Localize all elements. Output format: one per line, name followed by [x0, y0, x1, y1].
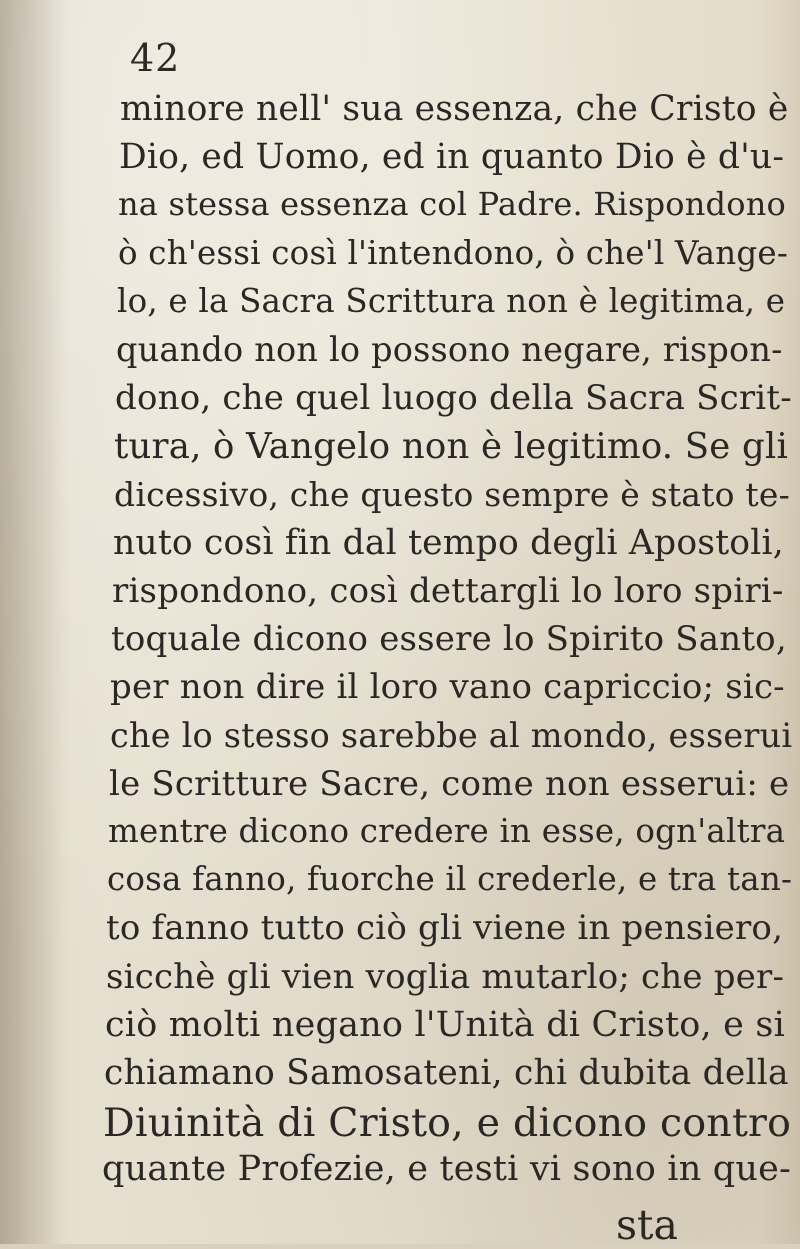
text-line: che lo stesso sarebbe al mondo, esserui [110, 716, 793, 755]
text-line: chiamano Samosateni, chi dubita della [104, 1053, 789, 1093]
text-line: quante Profezie, e testi vi sono in que- [102, 1149, 792, 1189]
page-number: 42 [130, 36, 181, 80]
text-line: ò ch'essi così l'intendono, ò che'l Vange- [118, 234, 789, 272]
text-line: dicessivo, che questo sempre è stato te- [114, 475, 790, 514]
text-line: mentre dicono credere in esse, ogn'altra [108, 812, 786, 850]
catchword: sta [616, 1201, 678, 1249]
text-line: lo, e la Sacra Scrittura non è legitima, e [117, 282, 786, 320]
text-line: minore nell' sua essenza, che Cristo è [120, 89, 789, 129]
text-line: quando non lo possono negare, rispon- [116, 330, 783, 369]
text-line: cosa fanno, fuorche il crederle, e tra tan- [107, 860, 793, 898]
text-line: dono, che quel luogo della Sacra Scrit- [115, 378, 792, 418]
text-line: tura, ò Vangelo non è legitimo. Se gli [114, 426, 789, 467]
text-line: Diuinità di Cristo, e dicono contro [103, 1100, 792, 1146]
text-line: Dio, ed Uomo, ed in quanto Dio è d'u- [119, 137, 785, 177]
text-line: toquale dicono essere lo Spirito Santo, [111, 619, 787, 659]
text-line: to fanno tutto ciò gli viene in pensiero, [106, 908, 784, 948]
text-line: per non dire il loro vano capriccio; sic- [110, 667, 785, 707]
text-line: na stessa essenza col Padre. Rispondono [118, 185, 786, 223]
text-line: le Scritture Sacre, come non esserui: e [109, 764, 790, 804]
text-line: ciò molti negano l'Unità di Cristo, e si [105, 1005, 785, 1045]
text-line: sicchè gli vien voglia mutarlo; che per- [106, 957, 785, 997]
text-line: rispondono, così dettargli lo loro spiri- [112, 571, 784, 611]
text-line: nuto così fin dal tempo degli Apostoli, [113, 523, 784, 563]
